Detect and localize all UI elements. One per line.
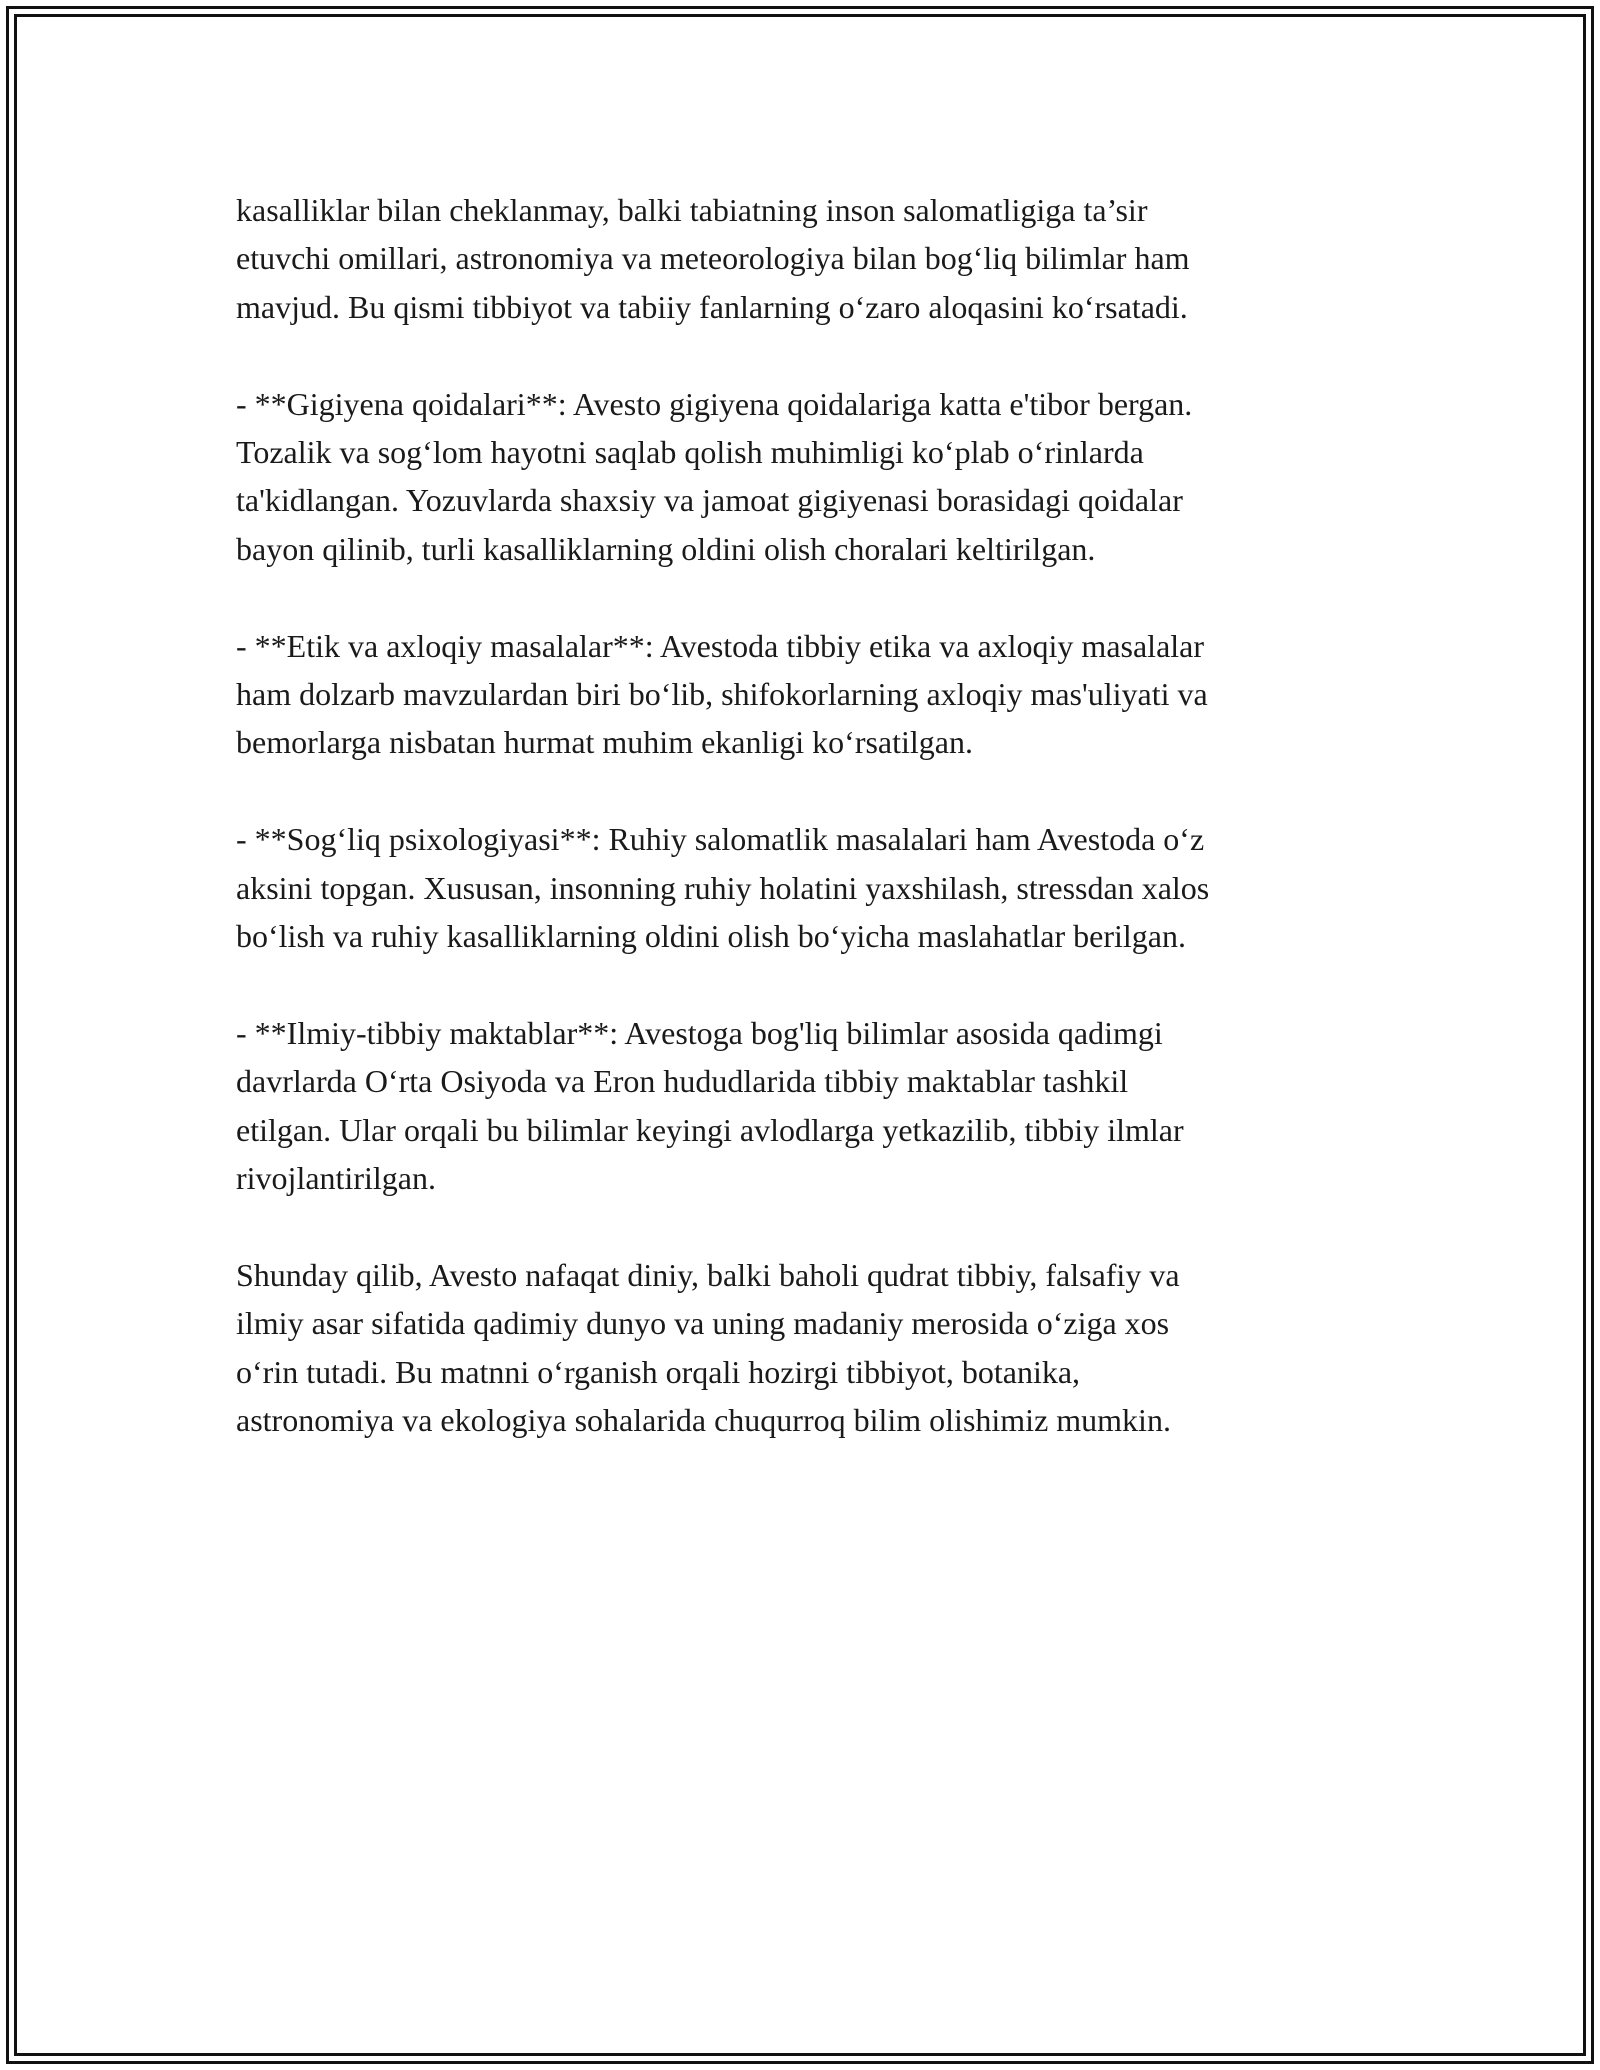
text-line: bo‘lish va ruhiy kasalliklarning oldini olish bo‘yicha maslahatlar berilgan. [236, 918, 1186, 955]
paragraph-conclusion [236, 1251, 1376, 1445]
text-line: Tozalik va sog‘lom hayotni saqlab qolish muhimligi ko‘plab o‘rinlarda [236, 434, 1144, 471]
document-body [236, 186, 1376, 1493]
text-line: mavjud. Bu qismi tibbiyot va tabiiy fanlarning o‘zaro aloqasini ko‘rsatadi. [236, 288, 1188, 325]
text-line: ham dolzarb mavzulardan biri bo‘lib, shifokorlarning axloqiy mas'uliyati va [236, 676, 1208, 713]
text-line: o‘rin tutadi. Bu matnni o‘rganish orqali hozirgi tibbiyot, botanika, [236, 1353, 1081, 1390]
text-line: Shunday qilib, Avesto nafaqat diniy, balki baholi qudrat tibbiy, falsafiy va [236, 1256, 1180, 1293]
text-line: - **Sog‘liq psixologiyasi**: Ruhiy salomatlik masalalari ham Avestoda o‘z [236, 821, 1205, 858]
text-line: etilgan. Ular orqali bu bilimlar keyingi avlodlarga yetkazilib, tibbiy ilmlar [236, 1111, 1184, 1148]
text-line: bayon qilinib, turli kasalliklarning oldini olish choralari keltirilgan. [236, 530, 1096, 567]
text-line: rivojlantirilgan. [236, 1160, 436, 1197]
text-line: - **Gigiyena qoidalari**: Avesto gigiyena qoidalariga katta e'tibor bergan. [236, 385, 1193, 422]
paragraph-maktablar [236, 1009, 1376, 1203]
paragraph-psixologiya [236, 815, 1376, 960]
paragraph-etika [236, 622, 1376, 767]
text-line: ta'kidlangan. Yozuvlarda shaxsiy va jamoat gigiyenasi borasidagi qoidalar [236, 482, 1183, 519]
paragraph-intro-continuation [236, 186, 1376, 331]
text-line: davrlarda O‘rta Osiyoda va Eron hududlarida tibbiy maktablar tashkil [236, 1063, 1129, 1100]
text-line: bemorlarga nisbatan hurmat muhim ekanligi ko‘rsatilgan. [236, 724, 973, 761]
text-line: etuvchi omillari, astronomiya va meteorologiya bilan bog‘liq bilimlar ham [236, 240, 1190, 277]
text-line: ilmiy asar sifatida qadimiy dunyo va uning madaniy merosida o‘ziga xos [236, 1305, 1170, 1342]
text-line: - **Ilmiy-tibbiy maktablar**: Avestoga bog'liq bilimlar asosida qadimgi [236, 1014, 1163, 1051]
text-line: astronomiya va ekologiya sohalarida chuqurroq bilim olishimiz mumkin. [236, 1402, 1171, 1439]
paragraph-gigiyena [236, 380, 1376, 574]
text-line: - **Etik va axloqiy masalalar**: Avestoda tibbiy etika va axloqiy masalalar [236, 627, 1205, 664]
text-line: aksini topgan. Xususan, insonning ruhiy holatini yaxshilash, stressdan xalos [236, 869, 1210, 906]
text-line: kasalliklar bilan cheklanmay, balki tabiatning inson salomatligiga ta’sir [236, 192, 1148, 228]
